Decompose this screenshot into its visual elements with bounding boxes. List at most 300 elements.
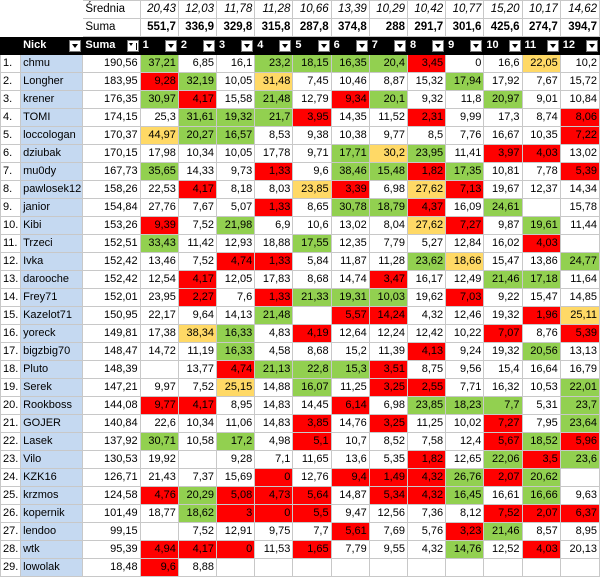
score-cell[interactable]: 10,58 [178,433,216,451]
score-cell[interactable]: 11,53 [255,541,293,559]
score-cell[interactable]: 11,19 [178,343,216,361]
score-cell[interactable]: 17,78 [255,145,293,163]
score-cell[interactable]: 19,61 [522,217,560,235]
round-header[interactable]: 7 [369,37,407,55]
score-cell[interactable]: 24,61 [484,199,522,217]
score-cell[interactable]: 5,5 [293,505,331,523]
score-cell[interactable]: 21,7 [255,109,293,127]
score-cell[interactable]: 5,08 [217,487,255,505]
total-cell[interactable]: 154,84 [83,199,140,217]
score-cell[interactable]: 8,68 [293,271,331,289]
nick-cell[interactable]: mu0dy [21,163,83,181]
filter-dropdown-icon[interactable] [165,40,177,52]
score-cell[interactable]: 4,19 [293,325,331,343]
filter-dropdown-icon[interactable] [470,40,482,52]
round-header[interactable]: 5 [293,37,331,55]
score-cell[interactable]: 16,64 [522,361,560,379]
score-cell[interactable]: 9,01 [522,91,560,109]
score-cell[interactable]: 4,74 [217,253,255,271]
score-cell[interactable]: 13,13 [560,343,599,361]
score-cell[interactable]: 14,34 [560,181,599,199]
score-cell[interactable]: 7,78 [522,163,560,181]
score-cell[interactable]: 4,17 [178,271,216,289]
score-cell[interactable]: 23,85 [293,181,331,199]
score-cell[interactable]: 13,46 [140,253,178,271]
score-cell[interactable]: 7,52 [178,253,216,271]
total-cell[interactable]: 148,39 [83,361,140,379]
score-cell[interactable]: 12,79 [293,91,331,109]
score-cell[interactable] [369,559,407,577]
score-cell[interactable]: 10,2 [560,55,599,73]
score-cell[interactable]: 12,35 [331,235,369,253]
score-cell[interactable]: 25,3 [140,109,178,127]
score-cell[interactable]: 10,81 [484,163,522,181]
nick-cell[interactable]: lowolak [21,559,83,577]
score-cell[interactable]: 11,52 [369,109,407,127]
score-cell[interactable]: 30,97 [140,91,178,109]
score-cell[interactable]: 4,73 [255,487,293,505]
nick-cell[interactable]: Trzeci [21,235,83,253]
score-cell[interactable] [178,451,216,469]
score-cell[interactable]: 12,56 [369,505,407,523]
score-cell[interactable]: 2,31 [407,109,445,127]
score-cell[interactable]: 8,95 [217,397,255,415]
score-cell[interactable]: 22,06 [484,451,522,469]
score-cell[interactable]: 6,14 [331,397,369,415]
score-cell[interactable]: 2,07 [522,505,560,523]
score-cell[interactable]: 20,27 [178,127,216,145]
score-cell[interactable]: 10,34 [178,415,216,433]
nick-cell[interactable]: Vilo [21,451,83,469]
total-cell[interactable]: 153,26 [83,217,140,235]
score-cell[interactable]: 16,66 [522,487,560,505]
score-cell[interactable]: 17,18 [522,271,560,289]
score-cell[interactable]: 20,62 [522,469,560,487]
score-cell[interactable]: 18,66 [446,253,484,271]
score-cell[interactable]: 9,34 [331,91,369,109]
total-cell[interactable]: 167,73 [83,163,140,181]
score-cell[interactable]: 14,33 [178,163,216,181]
score-cell[interactable]: 4,74 [217,361,255,379]
score-cell[interactable]: 1,33 [255,289,293,307]
total-cell[interactable]: 150,95 [83,307,140,325]
score-cell[interactable]: 8,74 [522,109,560,127]
score-cell[interactable]: 4,03 [522,235,560,253]
score-cell[interactable]: 0 [217,541,255,559]
score-cell[interactable]: 8,68 [293,343,331,361]
score-cell[interactable]: 38,34 [178,325,216,343]
score-cell[interactable]: 5,35 [369,451,407,469]
score-cell[interactable]: 15,48 [369,163,407,181]
score-cell[interactable]: 8,75 [407,361,445,379]
round-header[interactable]: 9 [446,37,484,55]
score-cell[interactable]: 17,2 [217,433,255,451]
score-cell[interactable]: 9,24 [446,343,484,361]
score-cell[interactable]: 19,31 [331,289,369,307]
score-cell[interactable]: 16,67 [484,127,522,145]
total-cell[interactable]: 144,08 [83,397,140,415]
score-cell[interactable]: 21,98 [217,217,255,235]
score-cell[interactable]: 16,33 [217,325,255,343]
score-cell[interactable]: 5,57 [331,307,369,325]
score-cell[interactable]: 5,76 [407,523,445,541]
nick-cell[interactable]: Rookboss [21,397,83,415]
score-cell[interactable]: 1,82 [407,163,445,181]
score-cell[interactable]: 23,7 [560,397,599,415]
score-cell[interactable]: 5,84 [293,253,331,271]
score-cell[interactable]: 20,1 [369,91,407,109]
score-cell[interactable]: 21,33 [293,289,331,307]
score-cell[interactable]: 7,52 [178,379,216,397]
score-cell[interactable]: 22,01 [560,379,599,397]
score-cell[interactable]: 9,28 [217,451,255,469]
score-cell[interactable]: 15,78 [560,199,599,217]
score-cell[interactable]: 4,13 [407,343,445,361]
score-cell[interactable]: 14,76 [446,541,484,559]
score-cell[interactable]: 8,18 [217,181,255,199]
score-cell[interactable]: 8,5 [407,127,445,145]
round-header[interactable]: 1 [140,37,178,55]
score-cell[interactable]: 7,69 [369,523,407,541]
score-cell[interactable]: 33,43 [140,235,178,253]
score-cell[interactable] [560,235,599,253]
score-cell[interactable] [560,559,599,577]
score-cell[interactable]: 14,87 [331,487,369,505]
total-cell[interactable]: 137,92 [83,433,140,451]
score-cell[interactable]: 9,87 [484,217,522,235]
score-cell[interactable] [217,559,255,577]
nick-cell[interactable]: Kibi [21,217,83,235]
score-cell[interactable]: 7,52 [178,217,216,235]
score-cell[interactable]: 9,47 [331,505,369,523]
score-cell[interactable]: 26,76 [446,469,484,487]
score-cell[interactable]: 11,25 [331,379,369,397]
score-cell[interactable] [331,559,369,577]
score-cell[interactable] [140,523,178,541]
total-cell[interactable]: 18,48 [83,559,140,577]
total-cell[interactable]: 140,84 [83,415,140,433]
filter-dropdown-icon[interactable] [203,40,215,52]
score-cell[interactable]: 14,24 [369,307,407,325]
score-cell[interactable] [255,559,293,577]
score-cell[interactable]: 1,65 [293,541,331,559]
nick-cell[interactable]: janior [21,199,83,217]
score-cell[interactable]: 3,5 [522,451,560,469]
nick-cell[interactable]: Lasek [21,433,83,451]
score-cell[interactable]: 21,48 [255,91,293,109]
score-cell[interactable]: 9,32 [407,91,445,109]
score-cell[interactable] [522,199,560,217]
score-cell[interactable]: 8,76 [522,325,560,343]
round-header[interactable]: 2 [178,37,216,55]
score-cell[interactable]: 17,35 [446,163,484,181]
score-cell[interactable]: 8,88 [178,559,216,577]
score-cell[interactable]: 14,35 [331,109,369,127]
total-cell[interactable]: 95,39 [83,541,140,559]
nick-cell[interactable]: Longher [21,73,83,91]
score-cell[interactable]: 9,73 [217,163,255,181]
score-cell[interactable]: 37,21 [140,55,178,73]
nick-cell[interactable]: Kazelot71 [21,307,83,325]
score-cell[interactable]: 14,83 [255,415,293,433]
score-cell[interactable]: 11,42 [178,235,216,253]
score-cell[interactable]: 12,54 [140,271,178,289]
score-cell[interactable]: 7,1 [255,451,293,469]
score-cell[interactable]: 8,65 [293,199,331,217]
total-cell[interactable]: 170,15 [83,145,140,163]
score-cell[interactable]: 12,52 [484,541,522,559]
score-cell[interactable]: 14,45 [293,397,331,415]
score-cell[interactable]: 3,85 [293,415,331,433]
score-cell[interactable]: 17,55 [293,235,331,253]
nick-cell[interactable]: pawlosek12 [21,181,83,199]
score-cell[interactable]: 32,19 [178,73,216,91]
score-cell[interactable]: 16,45 [446,487,484,505]
score-cell[interactable]: 17,92 [484,73,522,91]
score-cell[interactable]: 9,6 [140,559,178,577]
total-cell[interactable]: 190,56 [83,55,140,73]
nick-cell[interactable]: krzmos [21,487,83,505]
score-cell[interactable]: 12,05 [217,271,255,289]
score-cell[interactable]: 18,88 [255,235,293,253]
nick-cell[interactable]: loccologan [21,127,83,145]
nick-cell[interactable]: chmu [21,55,83,73]
score-cell[interactable]: 7,52 [484,505,522,523]
suma-header[interactable]: Suma [83,37,140,55]
nick-cell[interactable]: Ivka [21,253,83,271]
score-cell[interactable]: 15,2 [331,343,369,361]
score-cell[interactable]: 11,64 [560,271,599,289]
score-cell[interactable] [293,307,331,325]
score-cell[interactable]: 17,83 [255,271,293,289]
score-cell[interactable]: 12,65 [446,451,484,469]
score-cell[interactable]: 5,39 [560,163,599,181]
score-cell[interactable]: 16,17 [407,271,445,289]
score-cell[interactable]: 18,79 [369,199,407,217]
nick-cell[interactable]: yoreck [21,325,83,343]
total-cell[interactable]: 124,58 [83,487,140,505]
score-cell[interactable]: 0 [255,469,293,487]
score-cell[interactable]: 13,6 [331,451,369,469]
score-cell[interactable]: 10,05 [217,145,255,163]
nick-cell[interactable]: GOJER [21,415,83,433]
score-cell[interactable]: 5,1 [293,433,331,451]
score-cell[interactable]: 14,72 [140,343,178,361]
score-cell[interactable]: 5,67 [484,433,522,451]
score-cell[interactable]: 7,27 [446,217,484,235]
score-cell[interactable]: 4,32 [407,469,445,487]
score-cell[interactable]: 23,64 [560,415,599,433]
score-cell[interactable]: 9,77 [369,127,407,145]
score-cell[interactable]: 19,32 [484,307,522,325]
score-cell[interactable]: 35,65 [140,163,178,181]
score-cell[interactable]: 2,07 [484,469,522,487]
nick-cell[interactable]: kopernik [21,505,83,523]
score-cell[interactable]: 2,55 [407,379,445,397]
score-cell[interactable]: 7,71 [446,379,484,397]
score-cell[interactable]: 30,78 [331,199,369,217]
round-header[interactable]: 3 [217,37,255,55]
score-cell[interactable]: 20,4 [369,55,407,73]
score-cell[interactable]: 12,24 [369,325,407,343]
nick-cell[interactable]: KZK16 [21,469,83,487]
score-cell[interactable]: 16,32 [484,379,522,397]
score-cell[interactable]: 4,94 [140,541,178,559]
score-cell[interactable]: 8,12 [446,505,484,523]
score-cell[interactable]: 10,05 [217,73,255,91]
score-cell[interactable]: 13,77 [178,361,216,379]
score-cell[interactable]: 10,03 [369,289,407,307]
score-cell[interactable]: 4,98 [255,433,293,451]
score-cell[interactable]: 31,61 [178,109,216,127]
score-cell[interactable]: 15,58 [217,91,255,109]
score-cell[interactable]: 0 [255,505,293,523]
score-cell[interactable]: 4,76 [140,487,178,505]
score-cell[interactable]: 7,36 [407,505,445,523]
score-cell[interactable]: 10,38 [331,127,369,145]
score-cell[interactable]: 4,17 [178,397,216,415]
score-cell[interactable]: 7,79 [369,235,407,253]
score-cell[interactable]: 15,72 [560,73,599,91]
score-cell[interactable]: 8,53 [255,127,293,145]
score-cell[interactable]: 10,46 [331,73,369,91]
score-cell[interactable]: 16,09 [446,199,484,217]
score-cell[interactable]: 19,92 [140,451,178,469]
score-cell[interactable]: 5,96 [560,433,599,451]
score-cell[interactable]: 44,97 [140,127,178,145]
score-cell[interactable]: 22,05 [522,55,560,73]
score-cell[interactable]: 7,95 [522,415,560,433]
score-cell[interactable]: 30,71 [140,433,178,451]
score-cell[interactable]: 12,37 [522,181,560,199]
score-cell[interactable]: 7,7 [293,523,331,541]
sort-descending-icon[interactable] [127,40,139,52]
score-cell[interactable]: 1,82 [407,451,445,469]
round-header[interactable]: 10 [484,37,522,55]
score-cell[interactable]: 7,22 [560,127,599,145]
score-cell[interactable]: 9,55 [369,541,407,559]
total-cell[interactable]: 149,81 [83,325,140,343]
score-cell[interactable]: 16,33 [217,343,255,361]
score-cell[interactable]: 12,64 [331,325,369,343]
score-cell[interactable]: 5,39 [560,325,599,343]
score-cell[interactable]: 5,27 [407,235,445,253]
nick-cell[interactable]: bigzbig70 [21,343,83,361]
nick-cell[interactable]: Serek [21,379,83,397]
score-cell[interactable]: 21,48 [255,307,293,325]
total-cell[interactable]: 130,53 [83,451,140,469]
score-cell[interactable]: 7,7 [484,397,522,415]
score-cell[interactable]: 7,13 [446,181,484,199]
score-cell[interactable]: 7,37 [178,469,216,487]
score-cell[interactable]: 6,85 [178,55,216,73]
score-cell[interactable]: 23,62 [407,253,445,271]
score-cell[interactable]: 9,56 [446,361,484,379]
filter-dropdown-icon[interactable] [279,40,291,52]
total-cell[interactable]: 148,47 [83,343,140,361]
score-cell[interactable]: 10,7 [331,433,369,451]
score-cell[interactable]: 4,58 [255,343,293,361]
score-cell[interactable]: 38,46 [331,163,369,181]
score-cell[interactable]: 8,57 [522,523,560,541]
score-cell[interactable]: 0 [446,55,484,73]
score-cell[interactable]: 5,61 [331,523,369,541]
score-cell[interactable]: 20,29 [178,487,216,505]
score-cell[interactable]: 3,25 [369,379,407,397]
score-cell[interactable] [293,559,331,577]
total-cell[interactable]: 147,21 [83,379,140,397]
score-cell[interactable]: 7,76 [446,127,484,145]
score-cell[interactable]: 9,99 [446,109,484,127]
score-cell[interactable]: 5,64 [293,487,331,505]
score-cell[interactable]: 19,67 [484,181,522,199]
score-cell[interactable]: 24,77 [560,253,599,271]
score-cell[interactable]: 6,37 [560,505,599,523]
score-cell[interactable]: 10,34 [178,145,216,163]
score-cell[interactable]: 3,47 [369,271,407,289]
filter-dropdown-icon[interactable] [318,40,330,52]
score-cell[interactable]: 11,06 [217,415,255,433]
score-cell[interactable]: 9,22 [484,289,522,307]
score-cell[interactable]: 8,04 [369,217,407,235]
score-cell[interactable]: 11,44 [560,217,599,235]
score-cell[interactable]: 4,83 [255,325,293,343]
score-cell[interactable]: 9,6 [293,163,331,181]
score-cell[interactable]: 15,4 [484,361,522,379]
score-cell[interactable]: 15,32 [407,73,445,91]
filter-dropdown-icon[interactable] [394,40,406,52]
nick-cell[interactable]: dziubak [21,145,83,163]
score-cell[interactable]: 17,3 [484,109,522,127]
round-header[interactable]: 11 [522,37,560,55]
score-cell[interactable]: 22,6 [140,415,178,433]
score-cell[interactable]: 4,32 [407,307,445,325]
score-cell[interactable]: 16,61 [484,487,522,505]
score-cell[interactable]: 23,95 [407,145,445,163]
score-cell[interactable] [140,361,178,379]
score-cell[interactable]: 12,46 [446,307,484,325]
score-cell[interactable]: 1,96 [522,307,560,325]
total-cell[interactable]: 126,71 [83,469,140,487]
score-cell[interactable]: 14,74 [331,271,369,289]
score-cell[interactable]: 22,8 [293,361,331,379]
score-cell[interactable]: 7,07 [484,325,522,343]
score-cell[interactable]: 21,13 [255,361,293,379]
score-cell[interactable]: 5,34 [369,487,407,505]
score-cell[interactable]: 18,15 [293,55,331,73]
score-cell[interactable]: 7,67 [178,199,216,217]
score-cell[interactable]: 3,45 [407,55,445,73]
score-cell[interactable]: 11,39 [369,343,407,361]
score-cell[interactable]: 15,69 [217,469,255,487]
score-cell[interactable]: 7,52 [178,523,216,541]
score-cell[interactable]: 4,03 [522,541,560,559]
score-cell[interactable]: 20,97 [484,91,522,109]
score-cell[interactable]: 4,03 [522,145,560,163]
score-cell[interactable]: 12,49 [446,271,484,289]
score-cell[interactable]: 17,98 [140,145,178,163]
score-cell[interactable]: 3,23 [446,523,484,541]
score-cell[interactable]: 16,57 [217,127,255,145]
total-cell[interactable]: 152,51 [83,235,140,253]
score-cell[interactable]: 7,45 [293,73,331,91]
round-header[interactable]: 12 [560,37,599,55]
score-cell[interactable]: 16,6 [484,55,522,73]
score-cell[interactable]: 18,62 [178,505,216,523]
score-cell[interactable]: 11,28 [369,253,407,271]
score-cell[interactable]: 3 [217,505,255,523]
score-cell[interactable]: 4,17 [178,91,216,109]
